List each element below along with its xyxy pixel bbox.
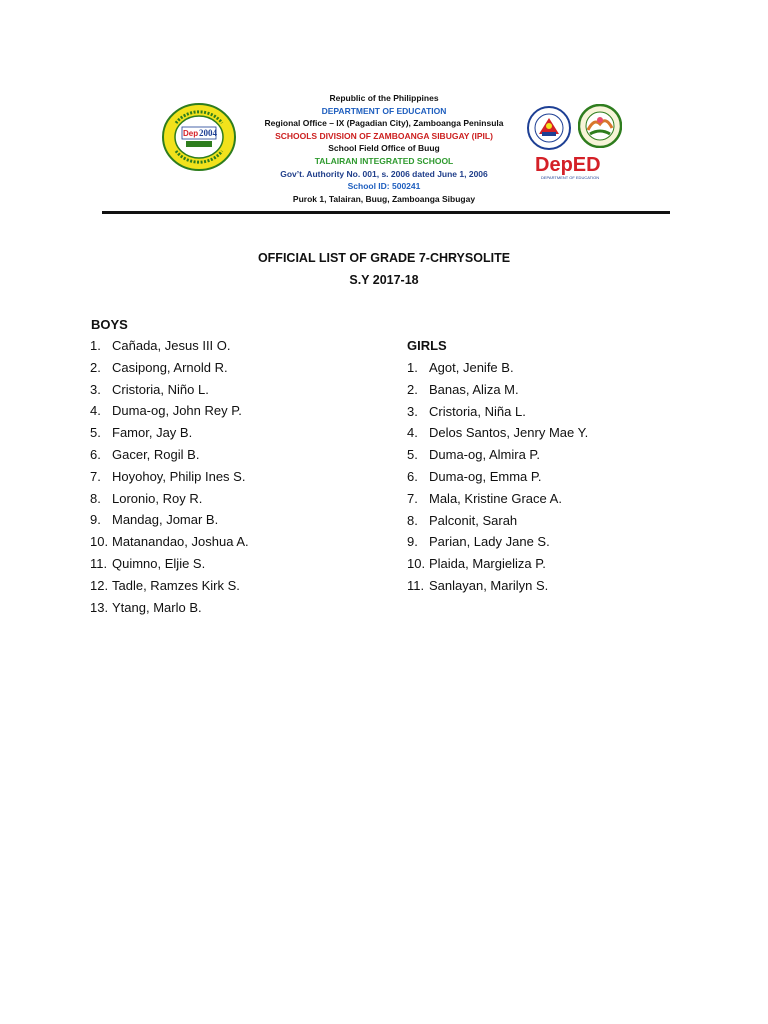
item-number: 2. bbox=[90, 359, 101, 375]
girls-list bbox=[407, 357, 588, 597]
division-line: SCHOOLS DIVISION OF ZAMBOANGA SIBUGAY (IPIL) bbox=[275, 130, 493, 141]
address-line: Purok 1, Talairan, Buug, Zamboanga Sibugay bbox=[292, 193, 476, 204]
item-number: 2. bbox=[407, 381, 418, 397]
school-year: S.Y 2017-18 bbox=[349, 273, 419, 287]
list-item bbox=[90, 509, 249, 531]
student-name: Duma-og, Almira P. bbox=[429, 447, 541, 463]
list-item bbox=[90, 357, 249, 379]
item-number: 11. bbox=[407, 577, 425, 593]
student-name: Sanlayan, Marilyn S. bbox=[429, 577, 549, 593]
item-number: 9. bbox=[407, 534, 418, 550]
item-number: 10. bbox=[407, 556, 426, 572]
list-item bbox=[407, 401, 588, 423]
school-name-line: TALAIRAN INTEGRATED SCHOOL bbox=[314, 155, 454, 166]
item-number: 11. bbox=[90, 555, 108, 571]
student-name: Cañada, Jesus III O. bbox=[112, 338, 231, 353]
item-number: 4. bbox=[90, 403, 101, 419]
list-item bbox=[407, 466, 588, 488]
list-item bbox=[90, 466, 249, 488]
list-item bbox=[90, 422, 249, 444]
republic-line: Republic of the Philippines bbox=[329, 93, 439, 103]
boys-list bbox=[90, 335, 249, 618]
student-name: Agot, Jenife B. bbox=[429, 360, 514, 375]
deped-wordmark-logo bbox=[535, 153, 627, 181]
student-name: Cristoria, Niña L. bbox=[429, 403, 526, 419]
item-number: 5. bbox=[407, 447, 418, 463]
student-name: Matanandao, Joshua A. bbox=[112, 534, 249, 550]
deped-wordmark-sub: DEPARTMENT OF EDUCATION bbox=[541, 175, 600, 180]
list-item bbox=[407, 422, 588, 444]
item-number: 8. bbox=[90, 490, 101, 506]
list-item bbox=[90, 400, 249, 422]
document-title: OFFICIAL LIST OF GRADE 7-CHRYSOLITE bbox=[257, 251, 511, 265]
student-name: Plaida, Margieliza P. bbox=[429, 556, 546, 572]
school-id-line: School ID: 500241 bbox=[347, 181, 421, 192]
list-item bbox=[407, 488, 588, 510]
list-item bbox=[407, 444, 588, 466]
item-number: 6. bbox=[407, 468, 418, 484]
department-line: DEPARTMENT OF EDUCATION bbox=[321, 105, 447, 116]
item-number: 8. bbox=[407, 512, 418, 528]
student-name: Gacer, Rogil B. bbox=[112, 446, 200, 462]
girls-heading: GIRLS bbox=[407, 338, 447, 353]
student-name: Duma-og, John Rey P. bbox=[112, 403, 242, 419]
list-item bbox=[407, 531, 588, 553]
item-number: 13. bbox=[90, 599, 109, 615]
student-name: Delos Santos, Jenry Mae Y. bbox=[429, 425, 589, 441]
item-number: 7. bbox=[407, 490, 418, 506]
student-name: Palconit, Sarah bbox=[429, 512, 518, 528]
student-name: Mala, Kristine Grace A. bbox=[429, 490, 562, 506]
authority-line: Gov’t. Authority No. 001, s. 2006 dated June 1, 2006 bbox=[280, 168, 488, 179]
student-name: Quimno, Eljie S. bbox=[112, 555, 206, 571]
list-item bbox=[90, 597, 249, 619]
student-name: Loronio, Roy R. bbox=[112, 490, 203, 506]
student-name: Mandag, Jomar B. bbox=[112, 512, 219, 528]
regional-seal-logo bbox=[578, 104, 622, 148]
list-item bbox=[90, 444, 249, 466]
list-item bbox=[90, 553, 249, 575]
item-number: 12. bbox=[90, 577, 109, 593]
regional-office-line: Regional Office – IX (Pagadian City), Zamboanga Peninsula bbox=[264, 118, 504, 129]
student-name: Ytang, Marlo B. bbox=[112, 599, 202, 615]
student-name: Cristoria, Niño L. bbox=[112, 381, 209, 397]
field-office-line: School Field Office of Buug bbox=[328, 143, 440, 154]
item-number: 4. bbox=[407, 425, 418, 441]
boys-heading: BOYS bbox=[91, 317, 128, 332]
item-number: 1. bbox=[407, 360, 418, 375]
student-name: Duma-og, Emma P. bbox=[429, 468, 542, 484]
student-name: Banas, Aliza M. bbox=[429, 381, 519, 397]
list-item bbox=[90, 379, 249, 401]
list-item bbox=[90, 488, 249, 510]
list-item bbox=[90, 575, 249, 597]
item-number: 9. bbox=[90, 512, 101, 528]
deped-seal-logo bbox=[527, 106, 571, 150]
list-item bbox=[90, 335, 249, 357]
letterhead bbox=[0, 92, 768, 205]
list-item bbox=[407, 575, 588, 597]
item-number: 5. bbox=[90, 425, 101, 441]
item-number: 7. bbox=[90, 468, 101, 484]
list-item bbox=[407, 553, 588, 575]
student-name: Casipong, Arnold R. bbox=[112, 359, 228, 375]
student-name: Parian, Lady Jane S. bbox=[429, 534, 550, 550]
student-name: Hoyohoy, Philip Ines S. bbox=[112, 468, 246, 484]
header-divider bbox=[102, 211, 670, 214]
list-item bbox=[407, 510, 588, 532]
student-name: Tadle, Ramzes Kirk S. bbox=[112, 577, 240, 593]
item-number: 6. bbox=[90, 446, 101, 462]
item-number: 1. bbox=[90, 338, 101, 353]
deped-wordmark-text: DepED bbox=[535, 154, 601, 176]
item-number: 3. bbox=[90, 381, 101, 397]
svg-text:Dep: Dep bbox=[183, 129, 199, 138]
list-item bbox=[407, 357, 588, 379]
seal-year: 2004 bbox=[199, 128, 217, 138]
list-item bbox=[407, 379, 588, 401]
list-item bbox=[90, 531, 249, 553]
item-number: 3. bbox=[407, 403, 418, 419]
student-name: Famor, Jay B. bbox=[112, 425, 193, 441]
item-number: 10. bbox=[90, 534, 109, 550]
